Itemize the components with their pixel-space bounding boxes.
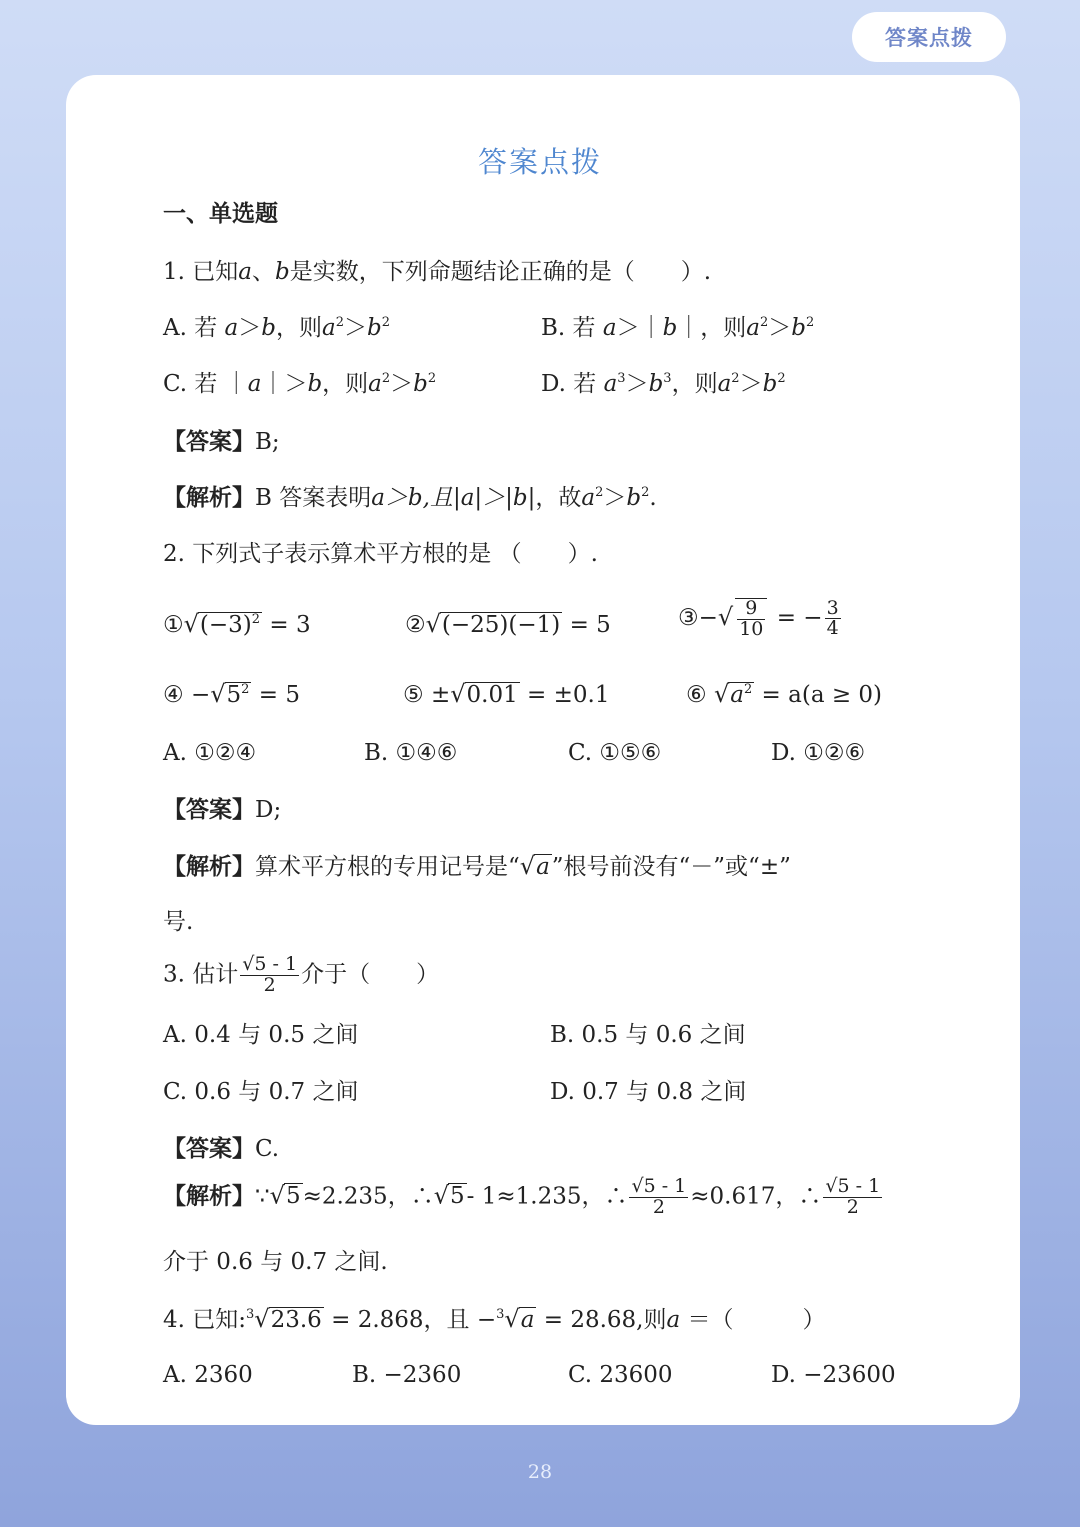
q1-option-d: D. 若 $a^3>b^3$，则$a^2>b^2$ xyxy=(541,371,786,397)
q2-expr-6: ⑥ $√a^2 = a(a \ge 0)$ xyxy=(686,680,883,708)
q2-expr-5: ⑤ ±√0.01 = ±0.1 xyxy=(403,680,610,708)
q2-expr-4: ④ $-√5^2 = 5$ xyxy=(163,680,300,708)
q4-option-b: B. −2360 xyxy=(352,1362,462,1388)
q4-stem: 4. 已知:$^3$√23.6 = 2.868，且 −$^3$√a = 28.68,则a ＝（ ） xyxy=(163,1305,826,1333)
q2-option-a: A. ①②④ xyxy=(163,740,257,766)
q1-option-c: C. 若 ｜a｜＞b，则$a^2>b^2$ xyxy=(163,371,437,397)
q2-option-c: C. ①⑤⑥ xyxy=(568,740,662,766)
q2-analysis: 【解析】算术平方根的专用记号是“√a”根号前没有“－”或“±” xyxy=(163,852,791,880)
q2-option-d: D. ①②⑥ xyxy=(771,740,866,766)
header-badge: 答案点拨 xyxy=(852,12,1006,62)
q3-option-b: B. 0.5 与 0.6 之间 xyxy=(550,1022,746,1048)
q1-option-a: A. 若 a＞b，则$a^2>b^2$ xyxy=(163,315,391,341)
q2-stem: 2. 下列式子表示算术平方根的是 （ ）. xyxy=(163,541,598,567)
q2-expr-1: $①√(-3)^2 = 3$ xyxy=(163,610,311,638)
q1-option-b: B. 若 a＞｜b｜，则$a^2>b^2$ xyxy=(541,315,815,341)
q4-option-d: D. −23600 xyxy=(771,1362,896,1388)
q3-answer: 【答案】C. xyxy=(163,1135,280,1162)
q2-expr-3: ③−√ $\frac{9}{10}$ = − $\frac{3}{4}$ xyxy=(678,596,839,640)
page-number: 28 xyxy=(527,1461,553,1483)
q3-analysis: 【解析】∵√5≈2.235，∴√5- 1≈1.235，∴ $\frac{√5 - 1}{2}$ ≈0.617，∴ $\frac{√5 - 1}{2}$ xyxy=(163,1175,881,1218)
q4-option-a: A. 2360 xyxy=(163,1362,253,1388)
q3-analysis-cont: 介于 0.6 与 0.7 之间. xyxy=(163,1249,388,1275)
q3-stem: 3. 估计 $\frac{√5 - 1}{2}$ 介于（ ） xyxy=(163,953,440,996)
q1-answer: 【答案】B; xyxy=(163,428,280,455)
q1-analysis: 【解析】B 答案表明a＞b,且|a|＞|b|，故$a^2>b^2$. xyxy=(163,484,657,511)
q2-analysis-cont: 号. xyxy=(163,909,194,935)
q4-option-c: C. 23600 xyxy=(568,1362,673,1388)
section-heading: 一、单选题 xyxy=(163,201,278,227)
q2-answer: 【答案】D; xyxy=(163,796,282,823)
page-title: 答案点拨 xyxy=(477,145,602,179)
q1-stem: 1. 已知a、b是实数，下列命题结论正确的是（ ）. xyxy=(163,259,712,285)
q2-option-b: B. ①④⑥ xyxy=(364,740,458,766)
q3-option-a: A. 0.4 与 0.5 之间 xyxy=(163,1022,359,1048)
q2-expr-2: ②√(−25)(−1) = 5 xyxy=(405,610,611,638)
q3-option-d: D. 0.7 与 0.8 之间 xyxy=(550,1079,747,1105)
q3-option-c: C. 0.6 与 0.7 之间 xyxy=(163,1079,359,1105)
